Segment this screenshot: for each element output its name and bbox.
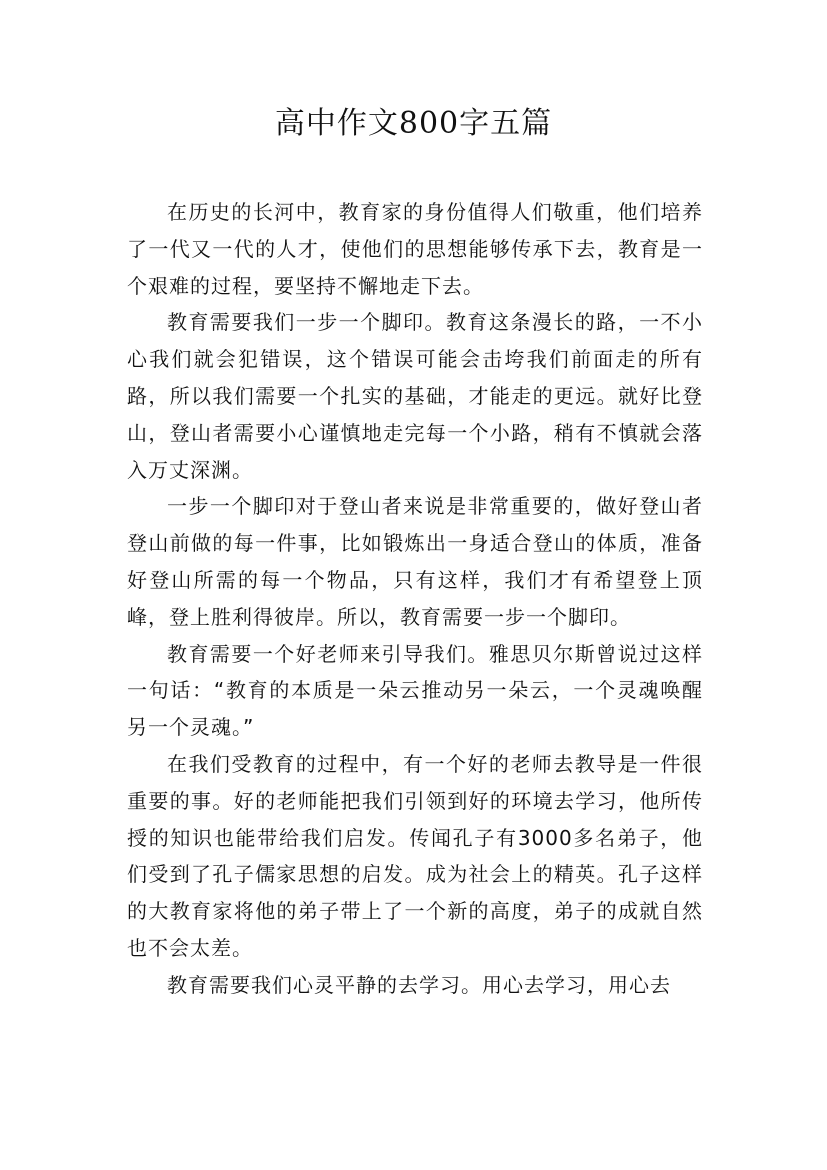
document-title: 高中作文800字五篇 — [274, 106, 553, 141]
paragraph-2: 教育需要我们一步一个脚印。教育这条漫长的路，一不小心我们就会犯错误，这个错误可能会击垮我们前面走的所有路，所以我们需要一个扎实的基础，才能走的更远。就好比登山，登山者需要小心谨慎地走完每一个小路，稍有不慎就会落入万丈深渊。 — [127, 310, 703, 482]
paragraph-1: 在历史的长河中，教育家的身份值得人们敬重，他们培养了一代又一代的人才，使他们的思想能够传承下去，教育是一个艰难的过程，要坚持不懈地走下去。 — [127, 200, 703, 298]
paragraph-5: 在我们受教育的过程中，有一个好的老师去教导是一件很重要的事。好的老师能把我们引领到好的环境去学习，他所传授的知识也能带给我们启发。传闻孔子有3000多名弟子，他们受到了孔子儒家思想的启发。成为社会上的精英。孔子这样的大教育家将他的弟子带上了一个新的高度，弟子的成就自然也不会太差。 — [127, 751, 703, 960]
paragraph-4: 教育需要一个好老师来引导我们。雅思贝尔斯曾说过这样一句话：“教育的本质是一朵云推动另一朵云，一个灵魂唤醒另一个灵魂。” — [127, 641, 703, 740]
paragraph-6: 教育需要我们心灵平静的去学习。用心去学习，用心去 — [167, 972, 671, 997]
document-body — [127, 194, 703, 1004]
paragraph-3: 一步一个脚印对于登山者来说是非常重要的，做好登山者登山前做的每一件事，比如锻炼出一身适合登山的体质，准备好登山所需的每一个物品，只有这样，我们才有希望登上顶峰，登上胜利得彼岸。所以，教育需要一步一个脚印。 — [127, 494, 703, 629]
